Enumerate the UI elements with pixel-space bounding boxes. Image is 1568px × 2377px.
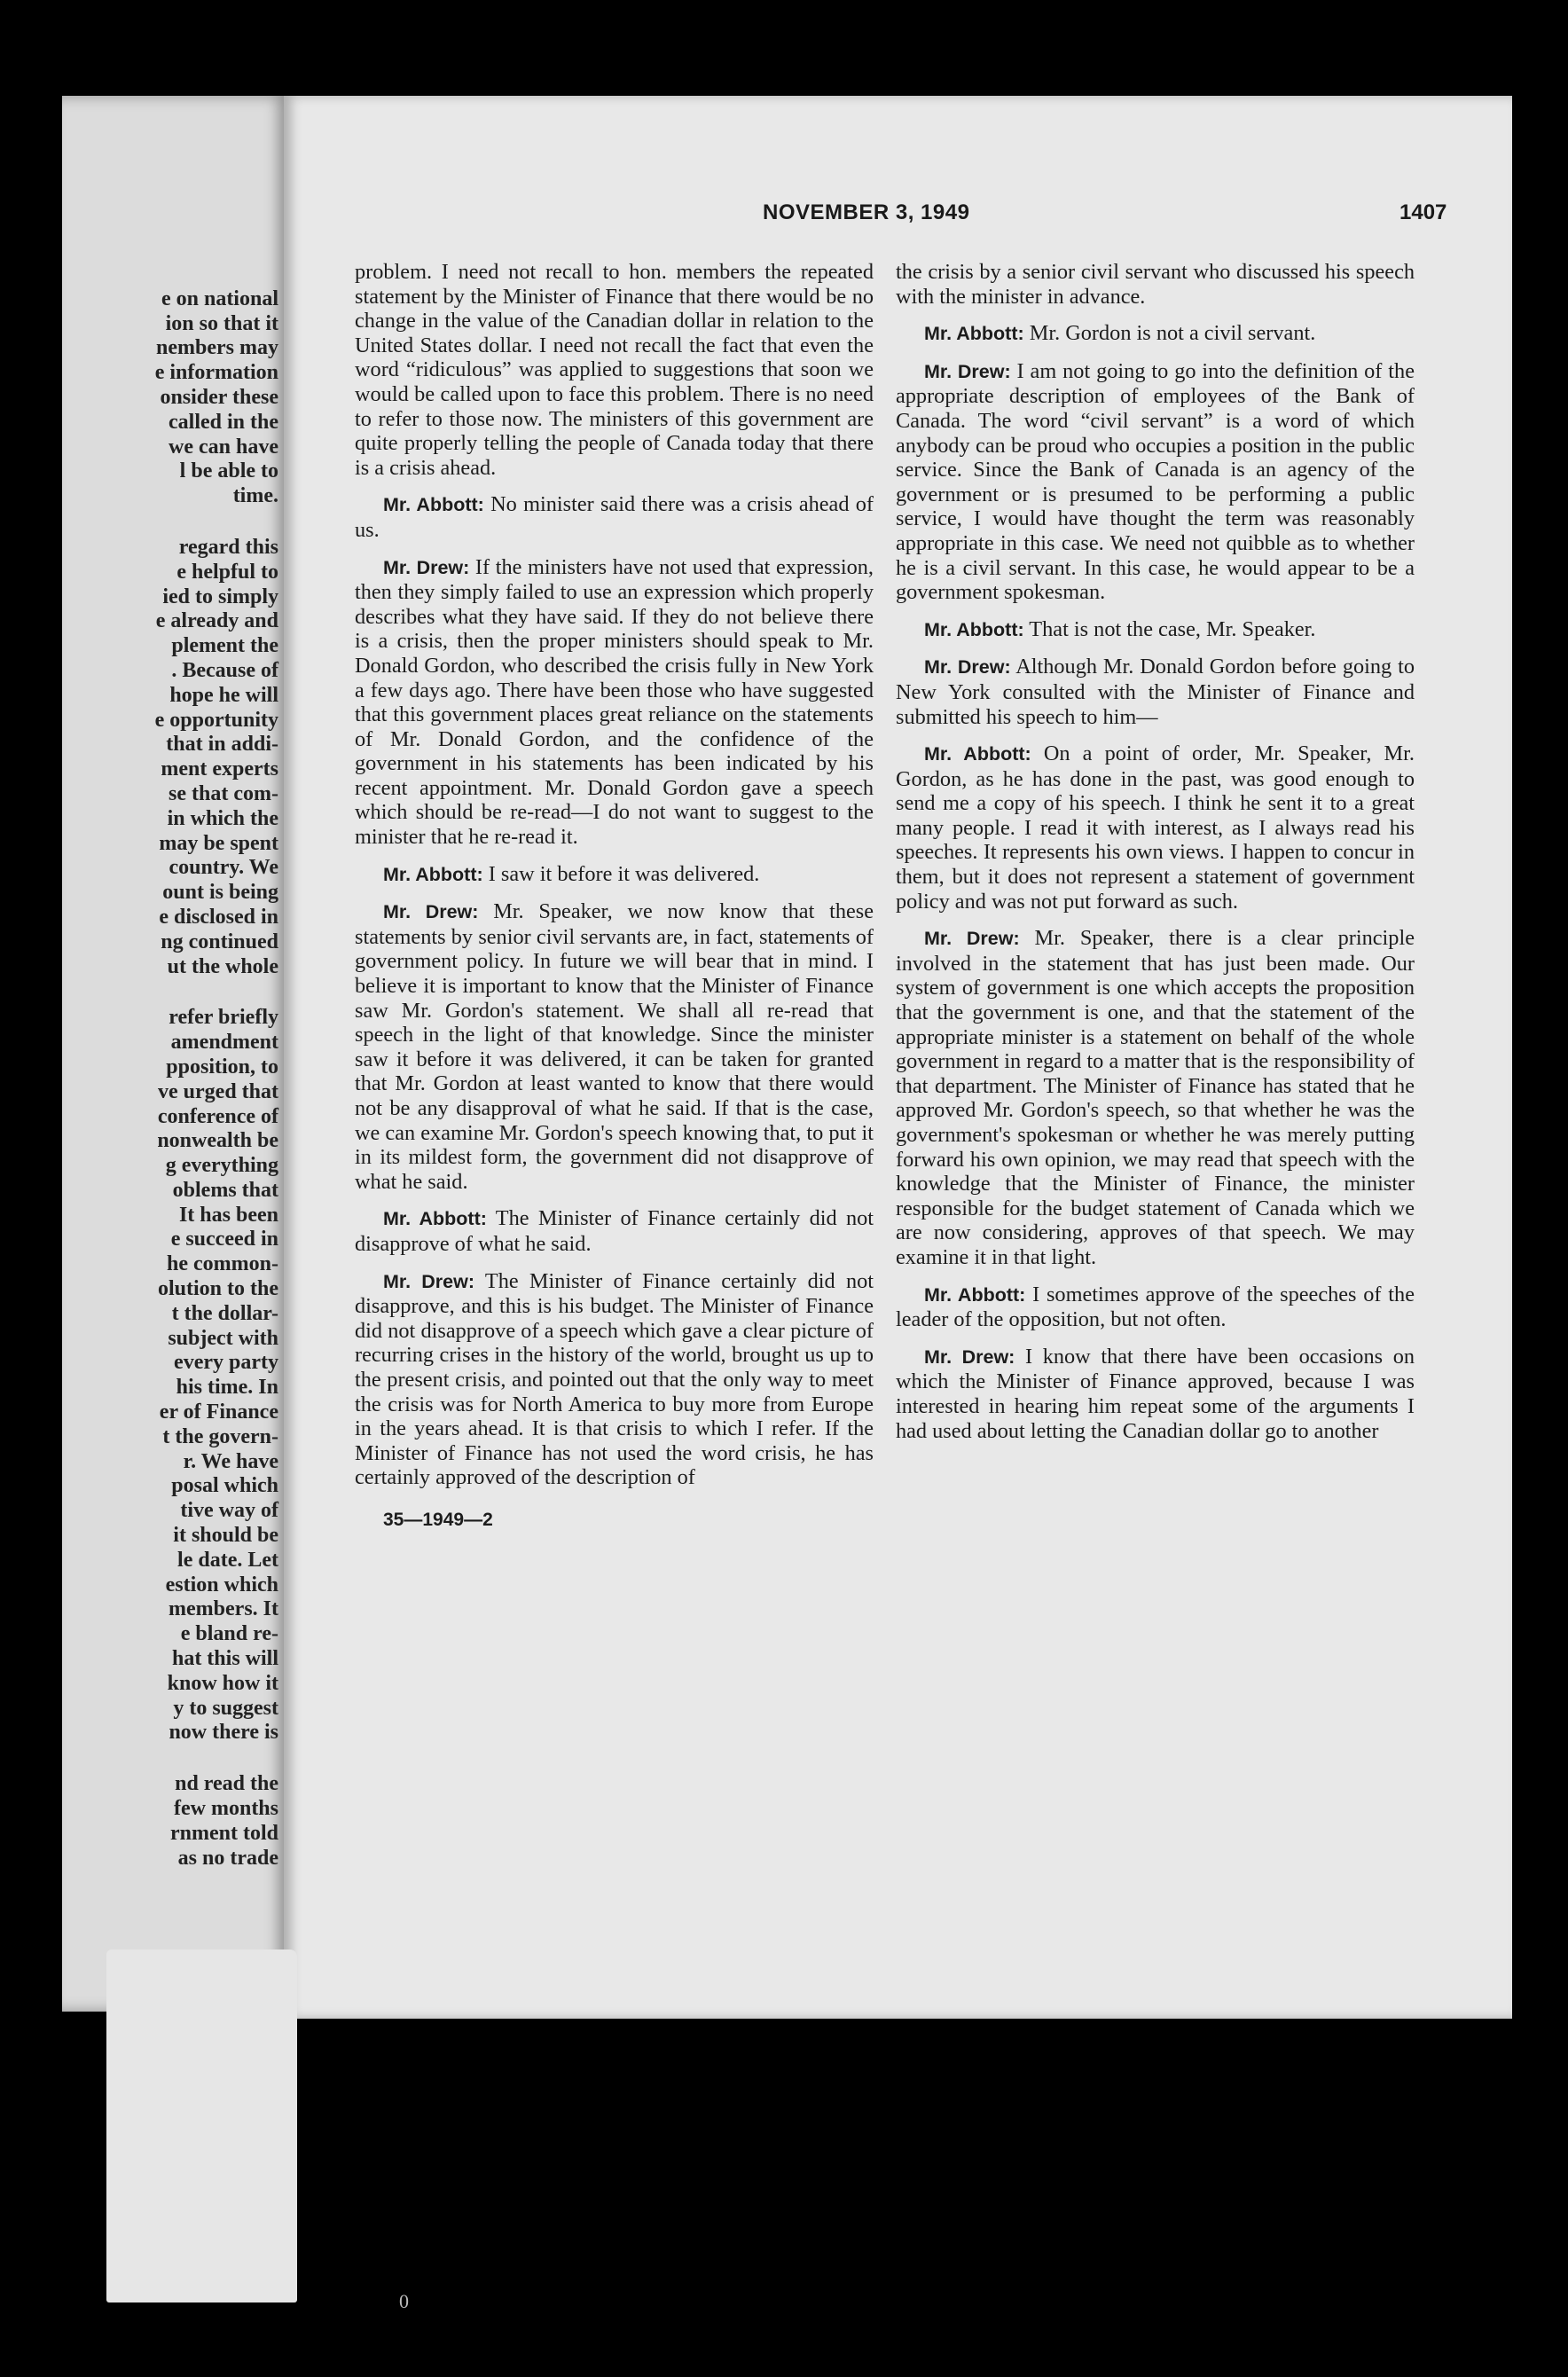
column-right — [896, 260, 1415, 1455]
speaker-name: Mr. Drew: — [383, 556, 470, 578]
facing-page-block: regard this e helpful to ied to simply e already and plement the . Because of hope he will e opportunity that in addi- ment experts se that com- in which the may be spent country. We ount is being e disclosed in ng continued ut the whole — [154, 535, 278, 978]
speaker-name: Mr. Abbott: — [383, 494, 484, 516]
speaker-name: Mr. Abbott: — [924, 323, 1024, 345]
paragraph — [896, 926, 1415, 1269]
paragraph — [355, 862, 874, 888]
speaker-name: Mr. Drew: — [924, 928, 1020, 950]
paragraph — [355, 899, 874, 1194]
speaker-name: Mr. Abbott: — [924, 1283, 1026, 1306]
paragraph — [355, 1206, 874, 1256]
speech-text: I know that there have been occasions on which the Minister of Finance approved, because I was interested in hearing him repeat some of the arguments I had used about letting the Canadian dollar go to another — [896, 1344, 1415, 1443]
speaker-name: Mr. Drew: — [924, 1345, 1015, 1368]
speaker-name: Mr. Abbott: — [383, 863, 483, 885]
paragraph — [355, 492, 874, 542]
paragraph — [355, 555, 874, 850]
speech-text: If the ministers have not used that expression, then they simply failed to use an expression which properly describes what they have said. If they do not believe there is a crisis, then the proper ministers should speak to Mr. Donald Gordon, who described the crisis fully in New York a few days ago. There have been those who have suggested that this government places great reliance on the statements of Mr. Donald Gordon, and the confidence of the government in his statements has been indicated by his recent appointment. Mr. Donald Gordon gave a speech which should be re-read—I do not want to suggest to the minister that he re-read it. — [355, 554, 874, 850]
speech-text: Mr. Gordon is not a civil servant. — [1023, 321, 1316, 346]
speech-text: The Minister of Finance certainly did not disapprove of what he said. — [355, 1206, 874, 1256]
facing-page-block: nd read the few months rnment told as no trade — [170, 1772, 278, 1870]
paragraph — [896, 655, 1415, 729]
speech-text: The Minister of Finance certainly did not disapprove, and this is his budget. The Minister of Finance did not disapprove of a speech which gave a clear picture of recurring crises in the history of the world, brought us up to the present crisis, and pointed out that the only way to meet the crisis was for North America to buy more from Europe in the years ahead. It is that crisis to which I refer. If the Minister of Finance has not used the word crisis, he has certainly approved of the description of — [355, 1268, 874, 1490]
speech-text: Mr. Speaker, there is a clear principle involved in the statement that has just been made. Our system of government is one which accepts the proposition that the government is one, and that the statement of the appropriate minister is a statement on behalf of the whole government in regard to a matter that is the responsibility of that department. The Minister of Finance has stated that he approved Mr. Gordon's speech, so that whether he was the government's spokesman or whether he was merely putting forward his own opinion, we may read that speech with the knowledge that the Minister of Finance, the minister responsible for the budget statement of Canada which we are now considering, approves of that speech. We may examine it in that light. — [896, 926, 1415, 1269]
facing-page-block: e on national ion so that it nembers may e information onsider these called in the we can have l be able to time. — [154, 286, 278, 508]
speech-text: That is not the case, Mr. Speaker. — [1023, 616, 1316, 641]
paragraph — [896, 1283, 1415, 1332]
facing-page-block: refer briefly amendment pposition, to ve urged that conference of nonwealth be g everything oblems that It has been e succeed in he common- olution to the t the dollar- subject with every party his time. In er of Finance t the govern- r. We have posal which tive way of it should be le date. Let estion which members. It e bland re- hat this will know how it y to suggest now there is — [157, 1006, 278, 1745]
hansard-page — [284, 96, 1512, 2019]
speech-text: I sometimes approve of the speeches of the leader of the opposition, but not often. — [896, 1282, 1415, 1332]
speech-text: I saw it before it was delivered. — [482, 861, 760, 886]
paragraph — [896, 741, 1415, 914]
speech-text: Although Mr. Donald Gordon before going to New York consulted with the Minister of Finance and submitted his speech to him— — [896, 655, 1415, 729]
paragraph — [896, 321, 1415, 347]
speaker-name: Mr. Abbott: — [924, 618, 1024, 640]
paper-slip — [106, 1949, 297, 2302]
paragraph — [896, 1345, 1415, 1443]
film-mark: 0 — [399, 2290, 409, 2312]
speech-text: No minister said there was a crisis ahead of us. — [355, 492, 874, 542]
paragraph — [896, 359, 1415, 605]
header-date: NOVEMBER 3, 1949 — [763, 200, 970, 224]
speech-text: I am not going to go into the definition of the appropriate description of employees of the Bank of Canada. The word “civil servant” is a word of which anybody can be proud who occupies a position in the public service. Since the Bank of Canada is an agency of the government or is presumed to be performing a public service, I would have thought the term was reasonably appropriate in this case. We need not quibble as to whether he is a civil servant. In this case, he would appear to be a government spokesman. — [896, 358, 1415, 605]
facing-page — [62, 96, 292, 2012]
paragraph — [355, 1269, 874, 1490]
speaker-name: Mr. Drew: — [383, 1270, 474, 1292]
paragraph: problem. I need not recall to hon. members the repeated statement by the Minister of Finance that there would be no change in the value of the Canadian dollar in relation to the United States dollar. I need not recall the fact that even the word “ridiculous” was applied to suggestions that soon we would be called upon to face this problem. There is no need to refer to those now. The ministers of this government are quite properly telling the people of Canada today that there is a crisis ahead. — [355, 260, 874, 480]
printer-signature: 35—1949—2 — [383, 1509, 493, 1530]
speaker-name: Mr. Drew: — [924, 656, 1011, 679]
speaker-name: Mr. Drew: — [924, 360, 1011, 382]
paragraph — [896, 617, 1415, 643]
speech-text: On a point of order, Mr. Speaker, Mr. Gordon, as he has done in the past, was good enough to send me a copy of his speech. I think he sent it to a great many people. I read it with interest, as I always read his speeches. It represents his own views. I happen to concur in them, but it does not represent a statement of government policy and was not put forward as such. — [896, 741, 1415, 914]
speaker-name: Mr. Drew: — [383, 901, 479, 923]
speaker-name: Mr. Abbott: — [383, 1208, 487, 1230]
facing-page-text — [62, 263, 278, 1871]
column-left — [355, 260, 874, 1533]
paragraph: the crisis by a senior civil servant who discussed his speech with the minister in advance. — [896, 260, 1415, 309]
speech-text: Mr. Speaker, we now know that these statements by senior civil servants are, in fact, statements of government policy. In future we will bear that in mind. I believe it is important to know that the Minister of Finance saw Mr. Gordon's statement. We shall all re-read that speech in the light of that knowledge. Since the minister saw it before it was delivered, it can be taken for granted that Mr. Gordon at least wanted to know that there would not be any disapproval of what he said. If that is the case, we can examine Mr. Gordon's speech knowing that, to put it in its mildest form, the government did not disapprove of what he said. — [355, 899, 874, 1194]
page-number: 1407 — [1399, 200, 1447, 224]
speaker-name: Mr. Abbott: — [924, 743, 1031, 765]
